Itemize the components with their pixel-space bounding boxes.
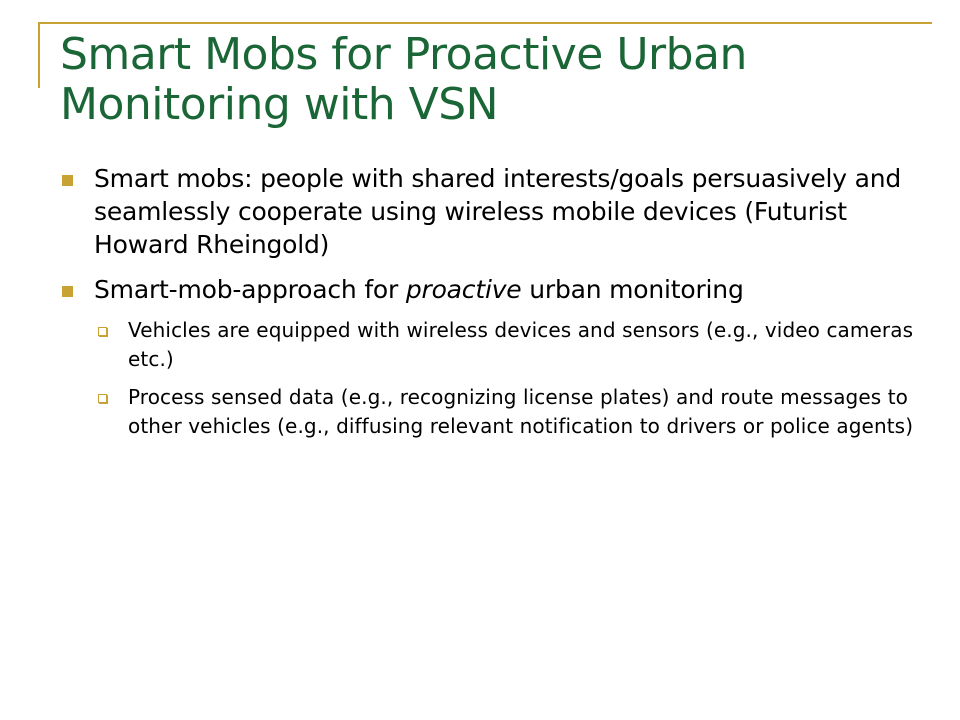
bullet-smart-mob-approach <box>60 273 920 306</box>
slide-content <box>60 162 920 450</box>
slide-title: Smart Mobs for Proactive Urban Monitoring with VSN <box>60 29 747 130</box>
sub-bullet-text: Vehicles are equipped with wireless devices and sensors (e.g., video cameras etc.) <box>128 318 914 371</box>
hollow-square-bullet-icon <box>98 327 107 336</box>
accent-line-vertical <box>38 22 40 88</box>
hollow-square-bullet-icon <box>98 394 107 403</box>
filled-square-bullet-icon <box>62 286 73 297</box>
bullet-text: Smart mobs: people with shared interests/goals persuasively and seamlessly cooperate using wireless mobile devices (Futurist Howard Rheingold) <box>94 164 902 259</box>
sub-bullet-list <box>60 316 920 441</box>
bullet-text-after: urban monitoring <box>521 275 744 304</box>
sub-bullet-process-sensed-data <box>60 383 920 441</box>
bullet-smart-mobs <box>60 162 920 261</box>
accent-line-horizontal <box>38 22 932 24</box>
sub-bullet-text: Process sensed data (e.g., recognizing license plates) and route messages to other vehicles (e.g., diffusing relevant notification to drivers or police agents) <box>128 385 914 438</box>
bullet-text-before: Smart-mob-approach for <box>94 275 406 304</box>
filled-square-bullet-icon <box>62 175 73 186</box>
sub-bullet-vehicles-equipped <box>60 316 920 374</box>
bullet-text-emphasis: proactive <box>405 275 522 304</box>
